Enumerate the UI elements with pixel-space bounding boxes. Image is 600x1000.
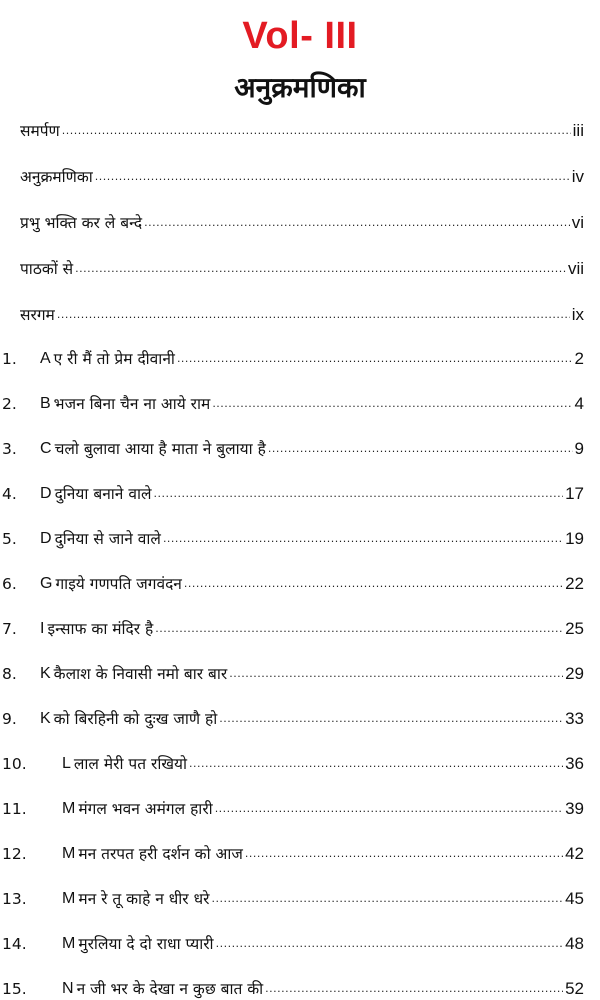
toc-entry[interactable] xyxy=(2,385,584,415)
entry-number: 1. xyxy=(2,350,17,368)
dot-leader xyxy=(62,124,571,138)
entry-number: 9. xyxy=(2,710,17,728)
entry-page-number: 4 xyxy=(574,394,584,413)
entry-title: दुनिया से जाने वाले xyxy=(54,530,161,548)
entry-title: गाइये गणपति जगवंदन xyxy=(55,575,182,593)
entry-page-number: iii xyxy=(572,121,584,140)
dot-leader xyxy=(229,667,563,681)
entry-page-number: 39 xyxy=(565,799,584,818)
entry-number: 12. xyxy=(2,845,27,863)
entry-page-number: 45 xyxy=(565,889,584,908)
toc-entry[interactable] xyxy=(2,565,584,595)
entry-number: 4. xyxy=(2,485,17,503)
entry-letter: M xyxy=(62,800,76,817)
dot-leader xyxy=(163,532,563,546)
dot-leader xyxy=(216,937,564,951)
entry-page-number: 9 xyxy=(574,439,584,458)
dot-leader xyxy=(245,847,563,861)
entry-title: मंगल भवन अमंगल हारी xyxy=(78,800,213,818)
entry-title: चलो बुलावा आया है माता ने बुलाया है xyxy=(54,440,266,458)
front-matter-item[interactable] xyxy=(20,158,584,188)
entry-letter: D xyxy=(40,485,52,502)
entry-page-number: 42 xyxy=(565,844,584,863)
toc-entry[interactable] xyxy=(2,835,584,865)
entry-number: 11. xyxy=(2,800,27,818)
entry-title: भजन बिना चैन ना आये राम xyxy=(53,395,211,413)
entry-title: प्रभु भक्ति कर ले बन्दे xyxy=(20,214,143,232)
entry-letter: M xyxy=(62,845,76,862)
entry-page-number: vii xyxy=(567,259,584,278)
entry-title: सरगम xyxy=(20,306,55,324)
dot-leader xyxy=(57,308,570,322)
entry-letter: C xyxy=(40,440,52,457)
dot-leader xyxy=(268,442,573,456)
entry-page-number: vi xyxy=(571,213,584,232)
entry-letter: M xyxy=(62,890,76,907)
entry-title: को बिरहिनी को दुःख जाणै हो xyxy=(53,710,218,728)
entry-title: मन तरपत हरी दर्शन को आज xyxy=(78,845,243,863)
page-title: अनुक्रमणिका xyxy=(234,71,366,104)
entry-letter: D xyxy=(40,530,52,547)
entry-letter: G xyxy=(40,575,53,592)
entry-title: समर्पण xyxy=(20,122,60,140)
entry-number: 5. xyxy=(2,530,17,548)
front-matter-item[interactable] xyxy=(20,250,584,280)
entry-page-number: 22 xyxy=(565,574,584,593)
entry-page-number: 19 xyxy=(565,529,584,548)
toc-entry[interactable] xyxy=(2,970,584,1000)
entry-number: 10. xyxy=(2,755,27,773)
entry-page-number: iv xyxy=(571,167,584,186)
entry-letter: M xyxy=(62,935,76,952)
dot-leader xyxy=(189,757,563,771)
entry-letter: I xyxy=(40,620,45,637)
dot-leader xyxy=(155,622,563,636)
entry-title: दुनिया बनाने वाले xyxy=(54,485,152,503)
entry-page-number: 17 xyxy=(565,484,584,503)
entry-page-number: 33 xyxy=(565,709,584,728)
toc-entry[interactable] xyxy=(2,655,584,685)
dot-leader xyxy=(211,892,563,906)
entry-page-number: 25 xyxy=(565,619,584,638)
entry-page-number: 2 xyxy=(574,349,584,368)
toc-entry[interactable] xyxy=(2,475,584,505)
entry-letter: A xyxy=(40,350,51,367)
dot-leader xyxy=(177,352,573,366)
toc-entry[interactable] xyxy=(2,745,584,775)
front-matter-item[interactable] xyxy=(20,296,584,326)
entry-number: 2. xyxy=(2,395,17,413)
entry-page-number: 52 xyxy=(565,979,584,998)
entry-number: 3. xyxy=(2,440,17,458)
dot-leader xyxy=(144,216,570,230)
dot-leader xyxy=(265,982,563,996)
toc-entry[interactable] xyxy=(2,610,584,640)
dot-leader xyxy=(75,262,566,276)
entry-title: लाल मेरी पत रखियो xyxy=(73,755,188,773)
entry-letter: L xyxy=(62,755,71,772)
toc-entry[interactable] xyxy=(2,340,584,370)
dot-leader xyxy=(219,712,563,726)
entry-page-number: 29 xyxy=(565,664,584,683)
entry-letter: N xyxy=(62,980,74,997)
toc-entry[interactable] xyxy=(2,430,584,460)
entry-number: 14. xyxy=(2,935,27,953)
toc-entry[interactable] xyxy=(2,925,584,955)
dot-leader xyxy=(95,170,570,184)
front-matter-item[interactable] xyxy=(20,112,584,142)
entry-title: न जी भर के देखा न कुछ बात की xyxy=(76,980,264,998)
entry-title: ए री मैं तो प्रेम दीवानी xyxy=(53,350,175,368)
entry-title: कैलाश के निवासी नमो बार बार xyxy=(53,665,228,683)
dot-leader xyxy=(212,397,572,411)
entry-letter: B xyxy=(40,395,51,412)
entry-title: अनुक्रमणिका xyxy=(20,168,93,186)
entry-letter: K xyxy=(40,710,51,727)
dot-leader xyxy=(215,802,563,816)
entry-number: 15. xyxy=(2,980,27,998)
volume-label: Vol- III xyxy=(242,15,358,57)
entry-letter: K xyxy=(40,665,51,682)
entry-number: 13. xyxy=(2,890,27,908)
toc-entry[interactable] xyxy=(2,880,584,910)
entry-page-number: 36 xyxy=(565,754,584,773)
entry-title: पाठकों से xyxy=(20,260,74,278)
entry-number: 8. xyxy=(2,665,17,683)
entry-number: 6. xyxy=(2,575,17,593)
entry-title: मुरलिया दे दो राधा प्यारी xyxy=(78,935,214,953)
front-matter-item[interactable] xyxy=(20,204,584,234)
entry-number: 7. xyxy=(2,620,17,638)
toc-entry[interactable] xyxy=(2,520,584,550)
entry-page-number: 48 xyxy=(565,934,584,953)
dot-leader xyxy=(184,577,563,591)
toc-entry[interactable] xyxy=(2,790,584,820)
dot-leader xyxy=(153,487,563,501)
entry-title: इन्साफ का मंदिर है xyxy=(47,620,154,638)
toc-entry[interactable] xyxy=(2,700,584,730)
entry-page-number: ix xyxy=(571,305,584,324)
entry-title: मन रे तू काहे न धीर धरे xyxy=(78,890,210,908)
